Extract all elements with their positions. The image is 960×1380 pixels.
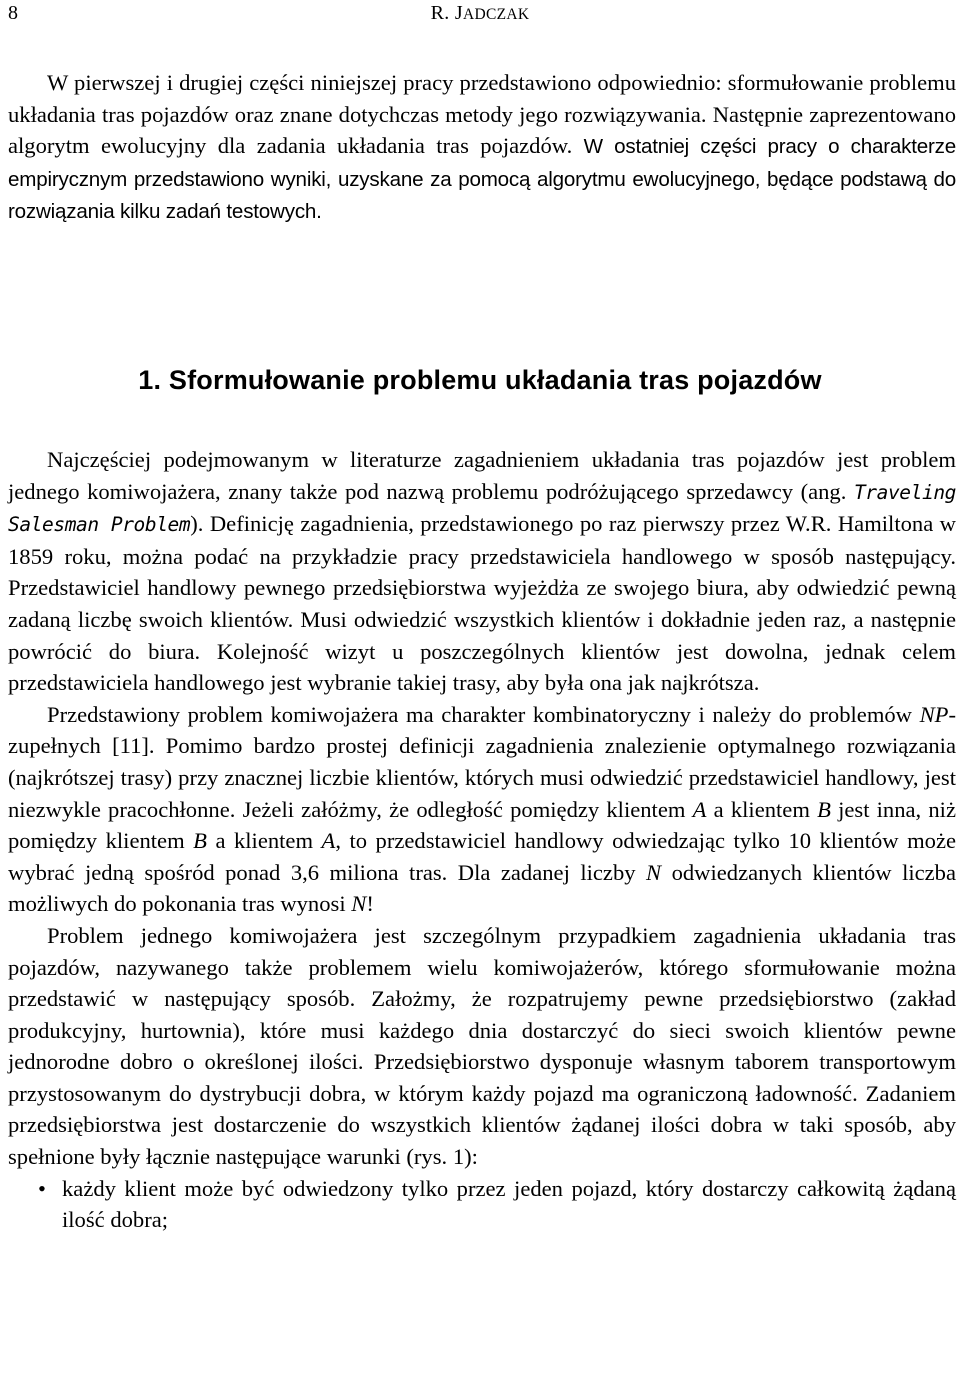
main-body xyxy=(8,444,956,1236)
paragraph-2 xyxy=(8,699,956,920)
intro-paragraph xyxy=(8,67,956,228)
variable-n: N xyxy=(646,859,662,885)
intro-text-serif: W pierwszej i drugiej części niniejszej pracy przedstawiono odpowiednio: sformułowanie problemu układania tras pojazdów oraz znane dotychczas metody jego rozwiązywania. Następnie zaprezentowano algorytm ewolucyjny dla zadania układania tras pojazdów. xyxy=(8,70,956,159)
author-surname: ADCZAK xyxy=(462,6,530,23)
paragraph-1-text: Najczęściej podejmowanym w literaturze zagadnieniem układania tras pojazdów jest problem jednego komiwojażera, znany także pod nazwą problemu podróżującego sprzedawcy (ang. xyxy=(8,447,956,504)
paragraph-2-text-h: ! xyxy=(366,891,374,917)
paragraph-2-text-b: -zupełnych [11]. Pomimo bardzo prostej definicji zagadnienia znalezienie optymalnego rozwiązania (najkrótszej trasy) przy znacznej liczbie klientów, których musi odwiedzić przedstawiciel handlowy, jest niezwykle pracochłonne. Jeżeli załóżmy, że odległość pomiędzy klientem xyxy=(8,701,956,822)
running-head-author xyxy=(0,0,960,28)
section-title: 1. Sformułowanie problemu układania tras pojazdów xyxy=(138,365,822,396)
variable-b: B xyxy=(817,796,831,822)
variable-a: A xyxy=(692,796,707,822)
english-term: Traveling Salesman Problem xyxy=(8,480,956,537)
paragraph-3: Problem jednego komiwojażera jest szczególnym przypadkiem zagadnienia układania tras pojazdów, nazywanego także problemem wielu komiwojażerów, którego sformułowanie można przedstawić w następujący sposób. Założmy, że rozpatrujemy pewne przedsiębiorstwo (zakład produkcyjny, hurtownia), które musi każdego dnia dostarczyć do sieci swoich klientów pewne jednorodne dobro o określonej ilości. Przedsiębiorstwo dysponuje własnym taborem transportowym przystosowanym do dystrybucji dobra, w którym każdy pojazd ma ograniczoną ładowność. Zadaniem przedsiębiorstwa jest dostarczenie do wszystkich klientów żądanej ilości dobra w taki sposób, aby spełnione były łącznie następujące warunki (rys. 1): xyxy=(8,922,956,1170)
bullet-icon: • xyxy=(38,1175,46,1201)
np-symbol: NP xyxy=(919,701,949,727)
paragraph-2-text-g: odwiedzanych klientów liczba możliwych do pokonania tras wynosi xyxy=(8,859,957,917)
intro-text-sans: W ostatniej części pracy o charakterze empirycznym przedstawiono wyniki, uzyskane za pomocą algorytmu ewolucyjnego, będące podstawą do rozwiązania kilku zadań testowych. xyxy=(8,135,956,224)
author-initial: R. J xyxy=(430,2,463,24)
page-number: 8 xyxy=(8,2,18,24)
paragraph-2-text-f: , to przedstawiciel handlowy odwiedzając tylko 10 klientów może wybrać jedną spośród ponad 3,6 miliona tras. Dla zadanej liczby xyxy=(8,828,956,885)
variable-a: A xyxy=(321,828,336,854)
variable-n: N xyxy=(351,891,367,917)
paragraph-1 xyxy=(8,444,956,699)
variable-b: B xyxy=(193,828,207,854)
paragraph-1-text-cont: ). Definicję zagadnienia, przedstawionego po raz pierwszy przez W.R. Hamiltona w 1859 roku, można podać na przykładzie pracy przedstawiciela handlowego w sposób następujący. Przedstawiciel handlowy pewnego przedsiębiorstwa wyjeżdża ze swojego biura, aby odwiedzić pewną zadaną liczbę swoich klientów. Musi odwiedzić wszystkich klientów i dokładnie jeden raz, a następnie powrócić do biura. Kolejność wizyt u poszczególnych klientów jest dowolna, jednak celem przedstawiciela handlowego jest wybranie takiej trasy, aby była ona jak najkrótsza. xyxy=(8,511,956,696)
intro-section xyxy=(8,67,956,228)
paragraph-2-text: Przedstawiony problem komiwojażera ma charakter kombinatoryczny i należy do problemów xyxy=(47,701,920,727)
paragraph-2-text-d: jest inna, niż pomiędzy klientem xyxy=(8,796,956,854)
list-item-text: każdy klient może być odwiedzony tylko przez jeden pojazd, który dostarczy całkowitą żądaną ilość dobra; xyxy=(62,1175,956,1233)
paragraph-2-text-e: a klientem xyxy=(206,828,322,854)
conditions-list xyxy=(8,1173,956,1236)
page-header xyxy=(0,0,960,30)
list-item xyxy=(8,1173,956,1236)
paragraph-2-text-c: a klientem xyxy=(706,796,818,822)
